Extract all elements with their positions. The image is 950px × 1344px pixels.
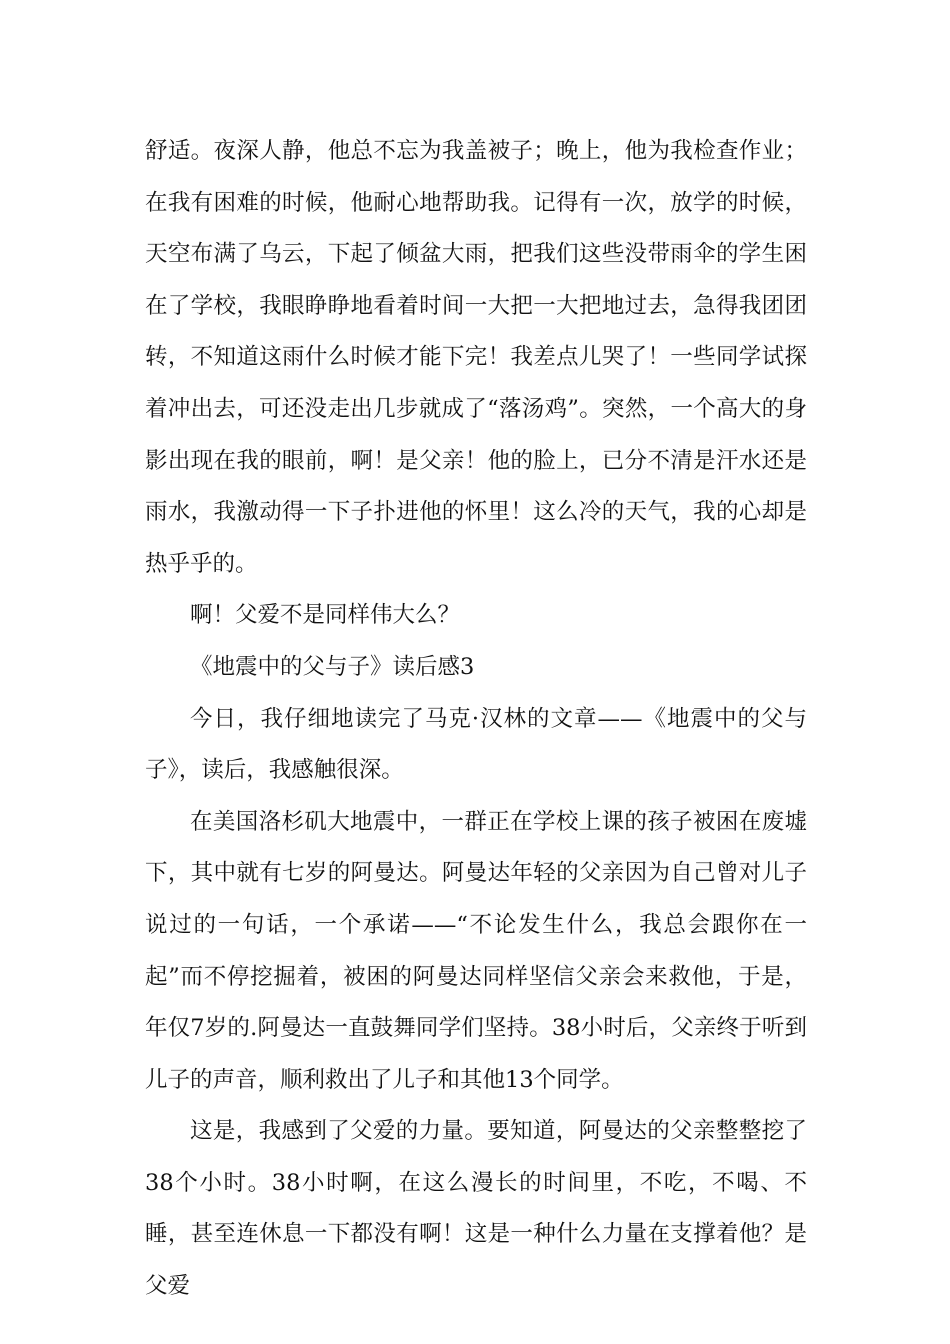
paragraph-reflection: 这是，我感到了父爱的力量。要知道，阿曼达的父亲整整挖了38个小时。38小时啊，在这么漫长的时间里，不吃，不喝、不睡，甚至连休息一下都没有啊！这是一种什么力量在支撑着他？是父爱 [145, 1118, 807, 1300]
paragraph-continuation: 舒适。夜深人静，他总不忘为我盖被子；晚上，他为我检查作业；在我有困难的时候，他耐心地帮助我。记得有一次，放学的时候，天空布满了乌云，下起了倾盆大雨，把我们这些没带雨伞的学生困在了学校，我眼睁睁地看着时间一大把一大把地过去，急得我团团转，不知道这雨什么时候才能下完！我差点儿哭了！一些同学试探着冲出去，可还没走出几步就成了“落汤鸡”。突然，一个高大的身影出现在我的眼前，啊！是父亲！他的脸上，已分不清是汗水还是雨水，我激动得一下子扑进他的怀里！这么冷的天气，我的心却是热乎乎的。 [145, 138, 807, 577]
section-heading: 《地震中的父与子》读后感3 [190, 653, 475, 680]
paragraph-exclamation: 啊！父爱不是同样伟大么？ [190, 602, 461, 629]
paragraph-intro: 今日，我仔细地读完了马克·汉林的文章——《地震中的父与子》，读后，我感触很深。 [145, 705, 807, 784]
document-body [145, 126, 807, 1313]
paragraph-story: 在美国洛杉矶大地震中，一群正在学校上课的孩子被困在废墟下，其中就有七岁的阿曼达。阿曼达年轻的父亲因为自己曾对儿子说过的一句话，一个承诺——“不论发生什么，我总会跟你在一起”而不停挖掘着，被困的阿曼达同样坚信父亲会来救他，于是，年仅7岁的.阿曼达一直鼓舞同学们坚持。38小时后，父亲终于听到儿子的声音，顺利救出了儿子和其他13个同学。 [145, 808, 807, 1093]
